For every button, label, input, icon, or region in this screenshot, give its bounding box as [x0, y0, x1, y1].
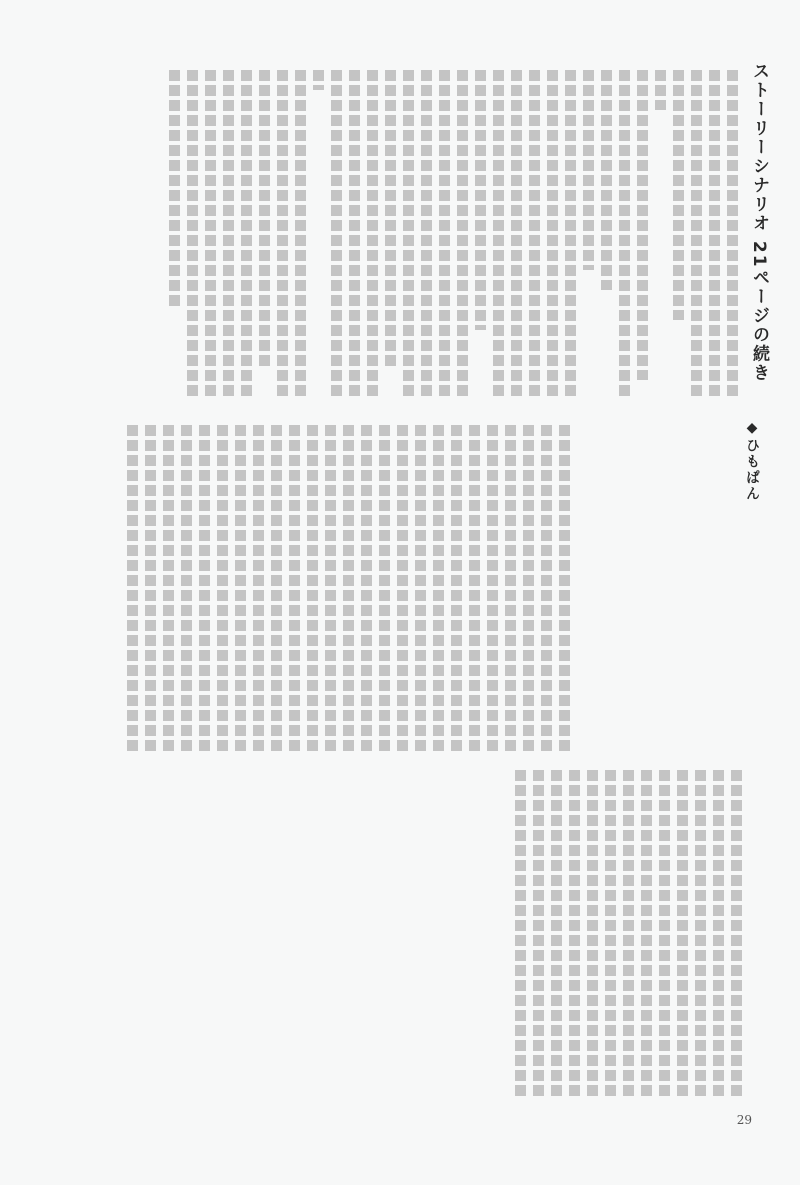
text-column	[361, 425, 372, 755]
text-column	[559, 425, 570, 755]
text-column	[403, 70, 414, 400]
text-column	[217, 425, 228, 755]
text-column	[241, 70, 252, 400]
text-column	[457, 70, 468, 400]
upper-text-block	[162, 70, 738, 400]
text-column	[623, 770, 634, 1100]
text-column	[695, 770, 706, 1100]
text-column	[529, 70, 540, 400]
text-column	[451, 425, 462, 755]
section-heading-himopan: ◆ひもぱん	[744, 420, 760, 502]
text-column	[487, 425, 498, 755]
text-column	[673, 70, 684, 320]
text-column	[619, 70, 630, 400]
text-column	[655, 70, 666, 110]
text-column	[259, 70, 270, 370]
text-column	[587, 770, 598, 1100]
text-column	[199, 425, 210, 755]
text-column	[515, 770, 526, 1100]
text-column	[169, 70, 180, 310]
text-column	[235, 425, 246, 755]
text-column	[469, 425, 480, 755]
text-column	[547, 70, 558, 400]
text-column	[569, 770, 580, 1100]
text-column	[659, 770, 670, 1100]
text-column	[421, 70, 432, 400]
text-column	[379, 425, 390, 755]
page-number: 29	[736, 1113, 752, 1127]
text-column	[163, 425, 174, 755]
text-column	[223, 70, 234, 400]
text-column	[277, 70, 288, 400]
text-column	[181, 425, 192, 755]
text-column	[367, 70, 378, 400]
text-column	[295, 70, 306, 400]
middle-text-block	[120, 425, 570, 765]
page-title: ストーリーシナリオ 21ページの続き	[749, 62, 769, 383]
text-column	[565, 70, 576, 400]
text-column	[271, 425, 282, 755]
text-column	[205, 70, 216, 400]
text-column	[145, 425, 156, 755]
text-column	[541, 425, 552, 755]
text-column	[289, 425, 300, 755]
text-column	[709, 70, 720, 400]
text-column	[307, 425, 318, 755]
text-column	[493, 70, 504, 400]
lower-text-block	[508, 770, 742, 1110]
text-column	[475, 70, 486, 330]
text-column	[343, 425, 354, 755]
text-column	[127, 425, 138, 755]
text-column	[601, 70, 612, 290]
text-column	[511, 70, 522, 400]
text-column	[637, 70, 648, 380]
text-column	[523, 425, 534, 755]
text-column	[533, 770, 544, 1100]
text-column	[551, 770, 562, 1100]
text-column	[385, 70, 396, 370]
text-column	[727, 70, 738, 400]
text-column	[415, 425, 426, 755]
text-column	[713, 770, 724, 1100]
text-column	[583, 70, 594, 270]
text-column	[691, 70, 702, 400]
text-column	[505, 425, 516, 755]
text-column	[349, 70, 360, 400]
text-column	[677, 770, 688, 1100]
text-column	[397, 425, 408, 755]
text-column	[731, 770, 742, 1100]
text-column	[331, 70, 342, 400]
text-column	[605, 770, 616, 1100]
text-column	[641, 770, 652, 1100]
text-column	[187, 70, 198, 400]
text-column	[433, 425, 444, 755]
text-column	[439, 70, 450, 400]
text-column	[325, 425, 336, 755]
text-column	[253, 425, 264, 755]
text-column	[313, 70, 324, 90]
